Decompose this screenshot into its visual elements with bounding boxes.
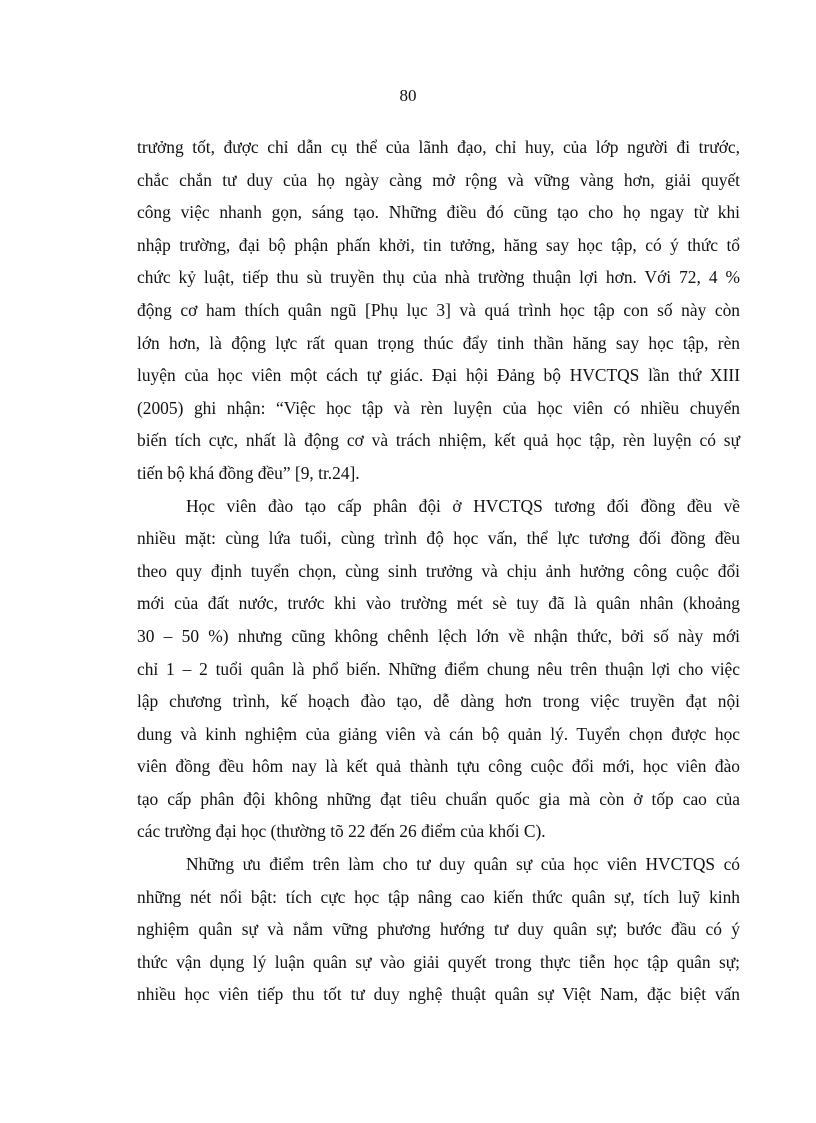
text-line: chỉ 1 – 2 tuổi quân là phổ biến. Những điểm chung nêu trên thuận lợi cho việc: [137, 658, 740, 679]
text-line: nhiều học viên tiếp thu tốt tư duy nghệ thuật quân sự Việt Nam, đặc biệt vấn: [137, 984, 740, 1005]
text-line: tạo cấp phân đội không những đạt tiêu chuẩn quốc gia mà còn ở tốp cao của: [137, 788, 740, 809]
text-line: thức vận dụng lý luận quân sự vào giải quyết trong thực tiễn học tập quân sự;: [137, 951, 740, 972]
text-line: trưởng tốt, được chỉ dẫn cụ thể của lãnh đạo, chỉ huy, của lớp người đi trước,: [137, 137, 740, 157]
text-line: chức kỷ luật, tiếp thu sù truyền thụ của nhà trường thuận lợi hơn. Với 72, 4 %: [137, 267, 740, 288]
text-line: lập chương trình, kế hoạch đào tạo, dễ dàng hơn trong việc truyền đạt nội: [137, 691, 740, 712]
text-line: theo quy định tuyển chọn, cùng sinh trưởng và chịu ảnh hưởng công cuộc đổi: [137, 560, 740, 581]
text-line: các trường đại học (thường tõ 22 đến 26 điểm của khối C).: [137, 821, 546, 842]
text-line: nhiều mặt: cùng lứa tuổi, cùng trình độ học vấn, thể lực tương đối đồng đều: [137, 528, 740, 549]
text-line: những nét nổi bật: tích cực học tập nâng cao kiến thức quân sự, tích luỹ kinh: [137, 886, 740, 907]
text-line: động cơ ham thích quân ngũ [Phụ lục 3] và quá trình học tập con số này còn: [137, 299, 740, 320]
text-line: nhập trường, đại bộ phận phấn khởi, tin tưởng, hăng say học tập, có ý thức tổ: [137, 234, 740, 255]
text-line: công việc nhanh gọn, sáng tạo. Những điều đó cũng tạo cho họ ngay từ khi: [137, 202, 740, 223]
text-line: tiến bộ khá đồng đều” [9, tr.24].: [137, 462, 360, 483]
text-line: nghiệm quân sự và nắm vững phương hướng tư duy quân sự; bước đầu có ý: [137, 919, 740, 940]
text-line: viên đồng đều hôm nay là kết quả thành tựu công cuộc đổi mới, học viên đào: [137, 756, 740, 777]
text-line: Học viên đào tạo cấp phân đội ở HVCTQS tương đối đồng đều về: [186, 495, 740, 516]
text-line: 30 – 50 %) nhưng cũng không chênh lệch lớn về nhận thức, bởi số này mới: [137, 625, 740, 646]
text-line: chắc chắn tư duy của họ ngày càng mở rộng và vững vàng hơn, giải quyết: [137, 169, 740, 190]
body-text: [137, 131, 740, 1011]
text-line: lớn hơn, là động lực rất quan trọng thúc đẩy tinh thần hăng say học tập, rèn: [137, 332, 740, 353]
text-line: (2005) ghi nhận: “Việc học tập và rèn luyện của học viên có nhiều chuyển: [137, 397, 740, 418]
text-line: luyện của học viên một cách tự giác. Đại hội Đảng bộ HVCTQS lần thứ XIII: [137, 365, 740, 386]
page-number: 80: [399, 86, 417, 105]
text-line: biến tích cực, nhất là động cơ và trách nhiệm, kết quả học tập, rèn luyện có sự: [137, 430, 740, 451]
text-line: Những ưu điểm trên làm cho tư duy quân sự của học viên HVCTQS có: [186, 854, 740, 875]
text-line: mới của đất nước, trước khi vào trường mét sè tuy đã là quân nhân (khoảng: [137, 593, 740, 614]
text-line: dung và kinh nghiệm của giảng viên và cán bộ quản lý. Tuyển chọn được học: [137, 723, 740, 744]
